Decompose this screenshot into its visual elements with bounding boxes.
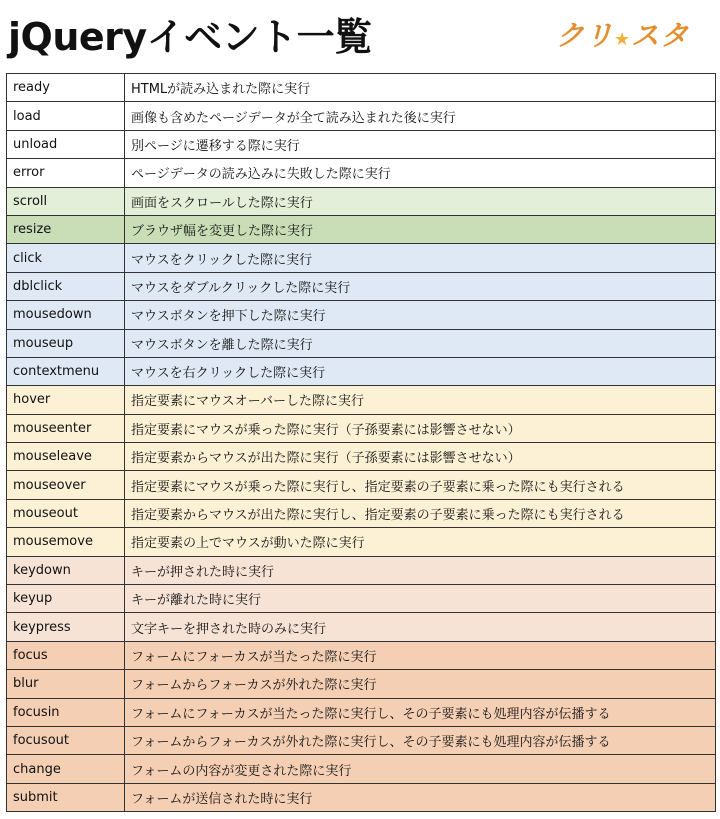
event-name-cell: blur [7,670,125,698]
event-name-cell: change [7,755,125,783]
star-icon: ★ [614,29,632,50]
table-row [7,471,716,499]
event-name-cell: keypress [7,613,125,641]
logo-text-left: クリ [556,19,615,52]
table-row [7,130,716,158]
event-description-cell: 画面をスクロールした際に実行 [125,187,716,215]
event-description-cell: 画像も含めたページデータが全て読み込まれた後に実行 [125,102,716,130]
event-name-cell: hover [7,386,125,414]
table-row [7,783,716,811]
brand-logo [556,14,689,54]
event-description-cell: フォームにフォーカスが当たった際に実行 [125,641,716,669]
event-description-cell: HTMLが読み込まれた際に実行 [125,74,716,102]
table-row [7,613,716,641]
table-row [7,499,716,527]
event-name-cell: contextmenu [7,357,125,385]
table-row [7,670,716,698]
table-row [7,528,716,556]
table-row [7,556,716,584]
event-name-cell: click [7,244,125,272]
table-row [7,414,716,442]
event-description-cell: フォームが送信された時に実行 [125,783,716,811]
event-description-cell: フォームにフォーカスが当たった際に実行し、その子要素にも処理内容が伝播する [125,698,716,726]
table-row [7,386,716,414]
event-description-cell: キーが離れた時に実行 [125,585,716,613]
table-row [7,641,716,669]
event-name-cell: mouseout [7,499,125,527]
event-description-cell: フォームの内容が変更された際に実行 [125,755,716,783]
logo-text-right: スタ [631,19,690,52]
event-name-cell: unload [7,130,125,158]
event-name-cell: ready [7,74,125,102]
event-table [6,73,716,812]
table-row [7,244,716,272]
event-name-cell: keyup [7,585,125,613]
event-description-cell: 指定要素にマウスが乗った際に実行し、指定要素の子要素に乗った際にも実行される [125,471,716,499]
event-name-cell: mouseover [7,471,125,499]
event-name-cell: submit [7,783,125,811]
event-name-cell: mousemove [7,528,125,556]
event-name-cell: error [7,159,125,187]
event-description-cell: 指定要素からマウスが出た際に実行し、指定要素の子要素に乗った際にも実行される [125,499,716,527]
table-row [7,329,716,357]
table-row [7,755,716,783]
event-name-cell: scroll [7,187,125,215]
table-row [7,357,716,385]
table-row [7,215,716,243]
event-description-cell: マウスボタンを押下した際に実行 [125,301,716,329]
event-description-cell: 文字キーを押された時のみに実行 [125,613,716,641]
event-name-cell: mousedown [7,301,125,329]
event-description-cell: ブラウザ幅を変更した際に実行 [125,215,716,243]
page-title: jQueryイベント一覧 [8,15,372,59]
table-row [7,726,716,754]
event-description-cell: 指定要素にマウスが乗った際に実行（子孫要素には影響させない） [125,414,716,442]
event-name-cell: focusin [7,698,125,726]
event-description-cell: マウスボタンを離した際に実行 [125,329,716,357]
event-description-cell: マウスをクリックした際に実行 [125,244,716,272]
header [0,0,720,72]
event-description-cell: 指定要素にマウスオーバーした際に実行 [125,386,716,414]
event-description-cell: マウスをダブルクリックした際に実行 [125,272,716,300]
event-description-cell: 指定要素の上でマウスが動いた際に実行 [125,528,716,556]
event-description-cell: フォームからフォーカスが外れた際に実行 [125,670,716,698]
event-name-cell: resize [7,215,125,243]
table-row [7,272,716,300]
table-row [7,159,716,187]
table-row [7,301,716,329]
event-name-cell: keydown [7,556,125,584]
table-row [7,102,716,130]
event-name-cell: focusout [7,726,125,754]
event-description-cell: キーが押された時に実行 [125,556,716,584]
table-row [7,187,716,215]
event-description-cell: フォームからフォーカスが外れた際に実行し、その子要素にも処理内容が伝播する [125,726,716,754]
event-name-cell: mouseenter [7,414,125,442]
event-description-cell: 別ページに遷移する際に実行 [125,130,716,158]
event-name-cell: mouseleave [7,443,125,471]
event-description-cell: ページデータの読み込みに失敗した際に実行 [125,159,716,187]
event-description-cell: 指定要素からマウスが出た際に実行（子孫要素には影響させない） [125,443,716,471]
event-name-cell: focus [7,641,125,669]
table-row [7,585,716,613]
event-name-cell: mouseup [7,329,125,357]
table-row [7,74,716,102]
table-row [7,698,716,726]
event-name-cell: dblclick [7,272,125,300]
event-description-cell: マウスを右クリックした際に実行 [125,357,716,385]
event-name-cell: load [7,102,125,130]
table-row [7,443,716,471]
